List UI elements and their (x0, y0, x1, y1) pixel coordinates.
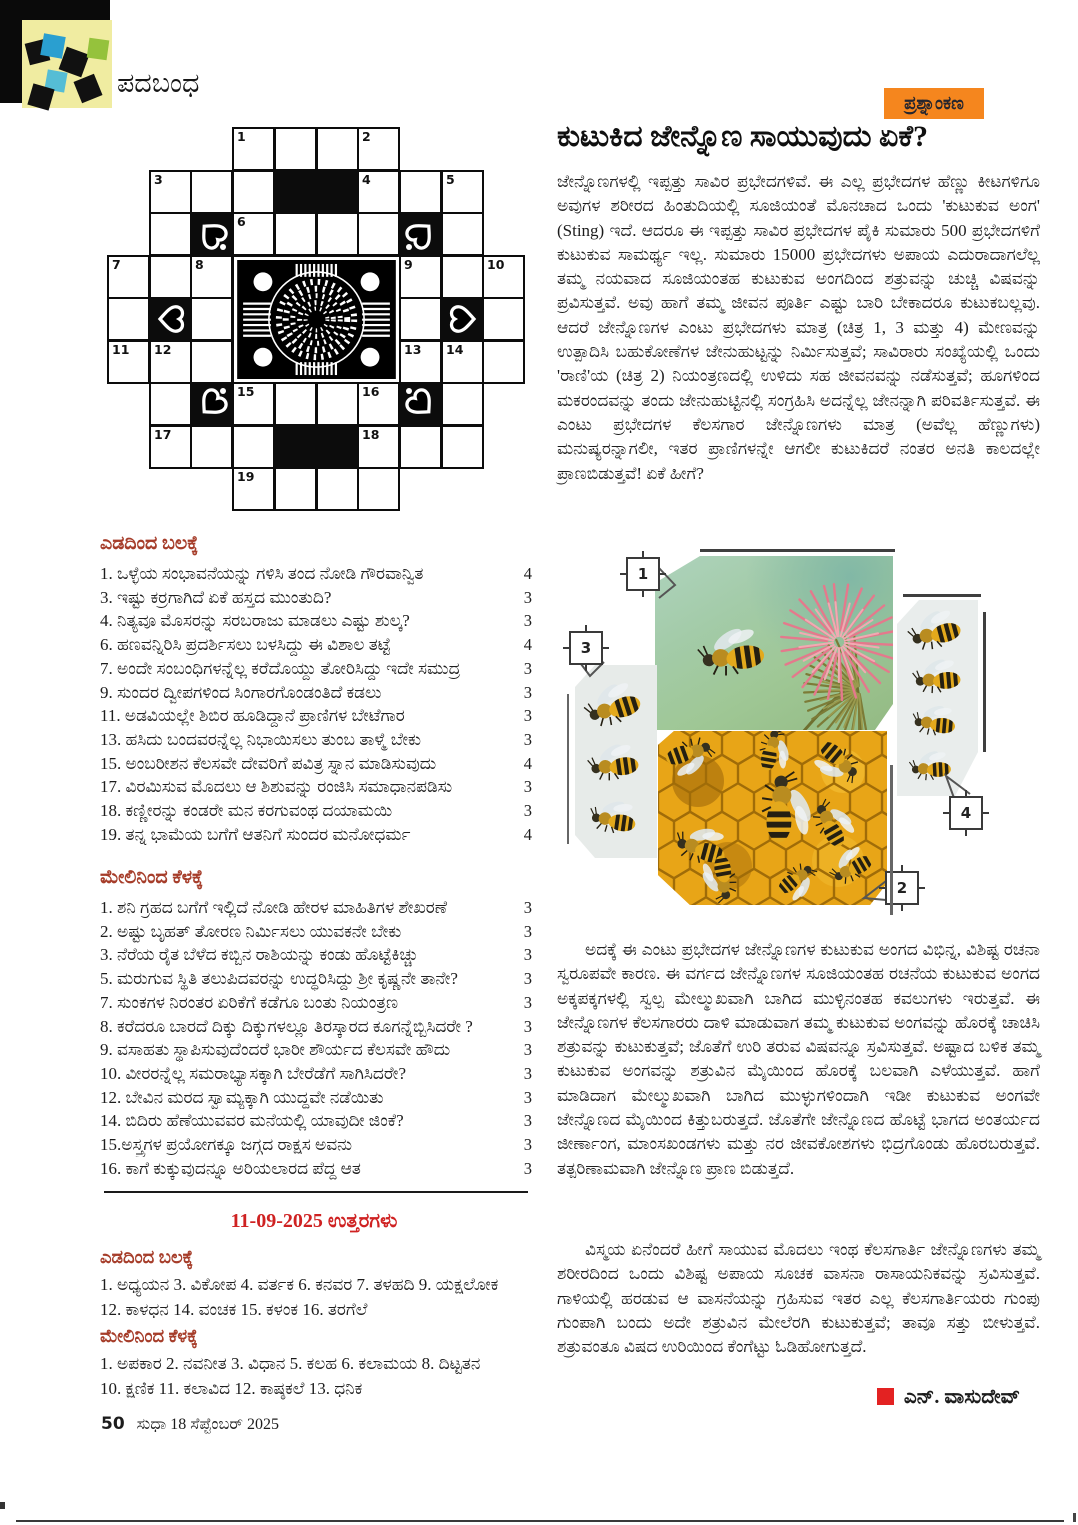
across-clue-10 (100, 775, 532, 799)
answers-down-heading: ಮೇಲಿನಿಂದ ಕೆಳಕ್ಕೆ (100, 1326, 198, 1346)
bee-illustration (900, 601, 969, 658)
clue-letter-count: 3 (523, 611, 532, 631)
crossword-logo (22, 20, 112, 108)
clue-text: 1. ಒಳ್ಳೆಯ ಸಂಭಾವನೆಯನ್ನು ಗಳಿಸಿ ತಂದ ನೋಡಿ ಗೌರವಾನ್ವಿತ (100, 564, 424, 583)
across-clue-6 (100, 681, 532, 705)
down-clue-9 (100, 1086, 532, 1110)
crossword-cell-r2c5[interactable] (316, 212, 359, 256)
crossword-cell-r2c6[interactable] (357, 212, 400, 256)
tick (585, 663, 587, 671)
bee-illustration (906, 747, 956, 784)
across-clue-4 (100, 633, 532, 657)
crossword-cell-r6c6[interactable] (357, 382, 400, 426)
tick (563, 647, 571, 649)
clue-text: 9. ವಸಾಹತು ಸ್ಥಾಪಿಸುವುದೆಂದರೆ ಭಾರೀ ಶೌರ್ಯದ ಕೆಲಸವೇ ಹೌದು (100, 1040, 451, 1060)
cell-number: 12 (154, 342, 172, 357)
down-clue-3 (100, 943, 532, 967)
article-paragraph-2: ಅದಕ್ಕೆ ಈ ಎಂಟು ಪ್ರಭೇದಗಳ ಜೇನ್ನೊಣಗಳ ಕುಟುಕುವ ಅಂಗದ ವಿಭಿನ್ನ, ವಿಶಿಷ್ಟ ರಚನಾ ಸ್ವರೂಪವೇ ಕಾರಣ. ಈ ವರ್ಗದ ಜೇನ್ನೊಣಗಳ ಸೂಜಿಯಂತಹ ರಚನೆಯ ಕುಟುಕುವ ಅಂಗದ ಅಕ್ಕಪಕ್ಕಗಳಲ್ಲಿ ಸ್ವಲ್ಪ ಮೇಲ್ಮುಖವಾಗಿ ಬಾಗಿದ ಮುಳ್ಳಿನಂತಹ ಕವಲುಗಳು ಇರುತ್ತವೆ. ಈ ಜೇನ್ನೊಣಗಳ ಕೆಲಸಗಾರರು ದಾಳಿ ಮಾಡುವಾಗ ತಮ್ಮ ಕುಟುಕುವ ಅಂಗವನ್ನು ಹೊರಕ್ಕೆ ಚಾಚಿಸಿ ಶತ್ರುವನ್ನು ಕುಟುಕುತ್ತವೆ; ಜೊತೆಗೆ ಉರಿ ತರುವ ವಿಷವನ್ನೂ ಸ್ರವಿಸುತ್ತವೆ. ಅಷ್ಟಾದ ಬಳಿಕ ತಮ್ಮ ಕುಟುಕುವ ಅಂಗವನ್ನು ಶತ್ರುವಿನ ಮೈಯಿಂದ ಹೊರಕ್ಕೆ ಬಲವಾಗಿ ಎಳೆಯುತ್ತವೆ. ಹಾಗೆ ಮಾಡಿದಾಗ ಮೇಲ್ಮುಖವಾಗಿ ಬಾಗಿದ ಮುಳ್ಳುಗಳಿಂದಾಗಿ ಇಡೀ ಕುಟುಕುವ ಅಂಗವೇ ಜೇನ್ನೊಣದ ಮೈಯಿಂದ ಕಿತ್ತುಬರುತ್ತದೆ. ಜೊತೆಗೇ ಜೇನ್ನೊಣದ ಹೊಟ್ಟೆ ಭಾಗದ ಅಂತರ್ಯದ ಜೀರ್ಣಾಂಗ, ಮಾಂಸಖಂಡಗಳು ಮತ್ತು ನರ ಜೀವಕೋಶಗಳು ಭಿದ್ರಗೊಂಡು ಹೊರಬರುತ್ತವೆ. ತತ್ಪರಿಣಾಮವಾಗಿ ಜೇನ್ನೊಣ ಪ್ರಾಣ ಬಿಡುತ್ತದೆ. (557, 940, 1040, 1178)
answers-across-line-1: 1. ಅಧ್ಯಯನ 3. ವಿಕೋಪ 4. ವರ್ತಕ 6. ಕನವರ 7. ತಳಹದಿ 9. ಯಕ್ಷಲೋಕ (100, 1275, 499, 1294)
figure-label-4 (949, 796, 983, 830)
crossword-grid (107, 127, 527, 513)
crossword-cell-r6c8[interactable] (441, 382, 484, 426)
clue-letter-count: 3 (523, 969, 532, 989)
clue-text: 19. ತನ್ನ ಭಾಮೆಯ ಬಗೆಗೆ ಆತನಿಗೆ ಸುಂದರ ಮನೋಧರ್ಮ (100, 824, 411, 844)
cell-number: 14 (446, 342, 464, 357)
cell-number: 1 (237, 129, 246, 144)
cell-number: 16 (362, 384, 380, 399)
clue-text: 13. ಹಸಿದು ಬಂದವರನ್ನೆಲ್ಲ ನಿಭಾಯಿಸಲು ತುಂಬ ತಾಳ್ಮೆ ಬೇಕು (100, 729, 422, 749)
crossword-cell-r2c1[interactable] (149, 212, 192, 256)
clue-letter-count: 3 (523, 1063, 532, 1083)
byline (557, 1386, 1020, 1409)
crossword-cell-r1c5[interactable] (316, 170, 359, 214)
bee-species-panel-4 (897, 600, 978, 796)
figure-label-1-text: 1 (637, 565, 649, 583)
tick (879, 887, 887, 889)
crossword-cell-r4c8[interactable] (441, 297, 484, 341)
crossword-cell-r1c3[interactable] (232, 170, 275, 214)
clue-letter-count: 3 (523, 1087, 532, 1107)
crossword-cell-r5c9[interactable] (482, 340, 525, 384)
tick (642, 551, 644, 559)
down-clue-6 (100, 1015, 532, 1039)
crossword-cell-r1c4[interactable] (274, 170, 317, 214)
clue-text: 1. ಶನಿ ಗ್ರಹದ ಬಗೆಗೆ ಇಲ್ಲಿದೆ ನೋಡಿ ಹೇರಳ ಮಾಹಿತಿಗಳ ಶೇಖರಣೆ (100, 898, 448, 917)
accent-line (567, 694, 569, 844)
cell-number: 13 (404, 342, 422, 357)
clue-text: 3. ನೆರೆಯ ರೈತ ಬೆಳೆದ ಕಬ್ಬಿನ ರಾಶಿಯನ್ನು ಕಂಡು ಹೊಟ್ಟೆಕಿಚ್ಚು (100, 945, 419, 965)
cell-number: 2 (362, 129, 371, 144)
issue-info: ಸುಧಾ 18 ಸೆಪ್ಟೆಂಬರ್ 2025 (136, 1416, 279, 1433)
crossword-cell-r1c2[interactable] (190, 170, 233, 214)
crossword-cell-r3c1[interactable] (149, 255, 192, 299)
cell-number: 18 (362, 427, 380, 442)
clue-text: 18. ಕಣ್ಣೀರನ್ನು ಕಂಡರೇ ಮನ ಕರಗುವಂಥ ದಯಾಮಯಿ (100, 801, 393, 821)
cell-number: 7 (112, 257, 121, 272)
figure-label-2-text: 2 (896, 879, 908, 897)
bee-illustration (575, 672, 650, 736)
across-clue-7 (100, 704, 532, 728)
tick (965, 790, 967, 798)
clue-letter-count: 3 (523, 729, 532, 749)
across-clue-list (100, 562, 532, 846)
clue-letter-count: 3 (523, 658, 532, 678)
answers-down-line-2: 10. ಕ್ಷಣಿಕ 11. ಕಲಾವಿದ 12. ಕಾಷ್ಠಕಲೆ 13. ಧನಿಕ (100, 1379, 363, 1398)
clue-letter-count: 3 (523, 1040, 532, 1060)
clue-text: 9. ಸುಂದರ ದ್ವೀಪಗಳಿಂದ ಸಿಂಗಾರಗೊಂಡಂತಿದೆ ಕಡಲು (100, 682, 382, 702)
across-clue-5 (100, 657, 532, 681)
crossword-cell-r1c1[interactable] (149, 170, 192, 214)
crossword-cell-r4c9[interactable] (482, 297, 525, 341)
down-clue-10 (100, 1109, 532, 1133)
down-clue-7 (100, 1038, 532, 1062)
crossword-cell-r0c3[interactable] (232, 127, 275, 171)
across-clue-2 (100, 586, 532, 610)
tick (901, 865, 903, 873)
clue-letter-count: 3 (523, 1135, 532, 1155)
heart-icon (191, 213, 232, 254)
clue-letter-count: 3 (523, 1111, 532, 1131)
crossword-cell-r7c7[interactable] (399, 425, 442, 469)
cell-number: 5 (446, 172, 455, 187)
logo-chip-blue (40, 33, 65, 58)
clue-letter-count: 3 (523, 945, 532, 965)
logo-chip-green (87, 38, 110, 61)
crossword-cell-r7c5[interactable] (316, 425, 359, 469)
crossword-cell-r1c8[interactable] (441, 170, 484, 214)
accent-line (890, 765, 893, 915)
figure-label-4-text: 4 (960, 804, 972, 822)
across-clue-3 (100, 609, 532, 633)
divider-line (104, 1191, 528, 1193)
crossword-cell-r3c2[interactable] (190, 255, 233, 299)
clue-letter-count: 3 (523, 682, 532, 702)
accent-line (983, 612, 986, 752)
page-number: 50 (101, 1414, 125, 1434)
crossword-cell-r4c0[interactable] (107, 297, 150, 341)
crossword-cell-r6c4[interactable] (274, 382, 317, 426)
cell-number: 11 (112, 342, 130, 357)
crossword-cell-r4c1[interactable] (149, 297, 192, 341)
crossword-cell-r7c1[interactable] (149, 425, 192, 469)
crossword-cell-r8c5[interactable] (316, 467, 359, 511)
answers-title: 11-09-2025 ಉತ್ತರಗಳು (230, 1210, 398, 1232)
crossword-cell-r1c7[interactable] (399, 170, 442, 214)
crossword-cell-r0c6[interactable] (357, 127, 400, 171)
section-title: ಪದಬಂಧ (117, 68, 200, 98)
page-footer (101, 1414, 279, 1434)
crossword-cell-r5c0[interactable] (107, 340, 150, 384)
crossword-cell-r5c2[interactable] (190, 340, 233, 384)
clue-text: 5. ಮರುಗುವ ಸ್ಥಿತಿ ತಲುಪಿದವರನ್ನು ಉದ್ಧರಿಸಿದ್ದು ಶ್ರೀ ಕೃಷ್ಣನೇ ತಾನೇ? (100, 969, 458, 989)
honeycomb-photo (658, 731, 887, 905)
crossword-cell-r8c3[interactable] (232, 467, 275, 511)
across-clue-11 (100, 799, 532, 823)
figure-label-1 (626, 557, 660, 591)
crossword-cell-r5c8[interactable] (441, 340, 484, 384)
figure-label-3 (569, 631, 603, 665)
tick (943, 812, 951, 814)
clue-text: 6. ಹಣವನ್ನಿರಿಸಿ ಪ್ರದರ್ಶಿಸಲು ಬಳಸಿದ್ದು ಈ ವಿಶಾಲ ತಟ್ಟೆ (100, 635, 391, 655)
crossword-cell-r6c5[interactable] (316, 382, 359, 426)
crossword-cell-r3c9[interactable] (482, 255, 525, 299)
logo-chip-black-3 (73, 74, 102, 104)
crossword-cell-r6c3[interactable] (232, 382, 275, 426)
byline-author: ಎನ್. ವಾಸುದೇವ್ (903, 1386, 1020, 1408)
crossword-cell-r2c7[interactable] (399, 212, 442, 256)
clue-text: 15. ಅಂಬರೀಶನ ಕೆಲಸವೇ ದೇವರಿಗೆ ಪವಿತ್ರ ಸ್ನಾನ ಮಾಡಿಸುವುದು (100, 753, 437, 773)
tick (642, 589, 644, 597)
clue-letter-count: 3 (523, 777, 532, 797)
down-clue-2 (100, 920, 532, 944)
clue-letter-count: 3 (523, 1158, 532, 1178)
crossword-center-ornament (232, 255, 401, 384)
crossword-cell-r2c2[interactable] (190, 212, 233, 256)
clue-letter-count: 3 (523, 898, 532, 917)
down-clue-list (100, 896, 532, 1180)
crossword-cell-r7c4[interactable] (274, 425, 317, 469)
crossword-cell-r2c8[interactable] (441, 212, 484, 256)
crossword-cell-r6c7[interactable] (399, 382, 442, 426)
heart-dot (406, 244, 412, 250)
cell-number: 15 (237, 384, 255, 399)
clue-letter-count: 3 (523, 706, 532, 726)
crossword-cell-r6c2[interactable] (190, 382, 233, 426)
crossword-cell-r0c5[interactable] (316, 127, 359, 171)
clue-letter-count: 4 (523, 635, 532, 655)
crossword-cell-r6c1[interactable] (149, 382, 192, 426)
bee-illustration (908, 654, 966, 698)
tick (917, 887, 925, 889)
clue-letter-count: 4 (523, 824, 532, 844)
crossword-cell-r4c2[interactable] (190, 297, 233, 341)
clue-text: 17. ವಿರಮಿಸುವ ಮೊದಲು ಆ ಶಿಶುವನ್ನು ರಂಜಿಸಿ ಸಮಾಧಾನಪಡಿಸು (100, 777, 453, 797)
logo-chip-black-4 (27, 83, 54, 110)
crossword-cell-r5c7[interactable] (399, 340, 442, 384)
down-clue-12 (100, 1157, 532, 1181)
tick (601, 647, 609, 649)
clue-text: 7. ಸುಂಕಗಳ ನಿರಂತರ ಏರಿಕೆಗೆ ಕಡೆಗೂ ಬಂತು ನಿಯಂತ್ರಣ (100, 992, 399, 1012)
clue-text: 12. ಬೇವಿನ ಮರದ ಸ್ವಾಮ್ಯಕ್ಕಾಗಿ ಯುದ್ಧವೇ ನಡೆಯಿತು (100, 1087, 384, 1107)
accent-line (700, 549, 895, 552)
answers-across-heading: ಎಡದಿಂದ ಬಲಕ್ಕೆ (100, 1247, 194, 1267)
clue-text: 10. ವೀರರನ್ನೆಲ್ಲ ಸಮರಾಭ್ಯಾಸಕ್ಕಾಗಿ ಬೇರೆಡೆಗೆ ಸಾಗಿಸಿದರೇ? (100, 1063, 406, 1083)
clue-letter-count: 4 (523, 564, 532, 583)
bee-on-flower-photo (655, 556, 893, 730)
cell-number: 9 (404, 257, 413, 272)
article-paragraph-3: ವಿಸ್ಮಯ ಏನೆಂದರೆ ಹೀಗೆ ಸಾಯುವ ಮೊದಲು ಇಂಥ ಕೆಲಸಗಾರ್ತಿ ಜೇನ್ನೊಣಗಳು ತಮ್ಮ ಶರೀರದಿಂದ ಒಂದು ವಿಶಿಷ್ಟ ಅಪಾಯ ಸೂಚಕ ವಾಸನಾ ರಾಸಾಯನಿಕವನ್ನು ಸ್ರವಿಸುತ್ತವೆ. ಗಾಳಿಯಲ್ಲಿ ಹರಡುವ ಆ ವಾಸನೆಯನ್ನು ಗ್ರಹಿಸುವ ಇತರ ಎಲ್ಲ ಕೆಲಸಗಾರ್ತಿಯರು ಗುಂಪು ಗುಂಪಾಗಿ ಬಂದು ಅದೇ ಶತ್ರುವಿನ ಮೇಲೆರಗಿ ಕುಟುಕುತ್ತವೆ; ತಾವೂ ಸತ್ತು ಬೀಳುತ್ತವೆ. ಶತ್ರುವಂತೂ ವಿಷದ ಉರಿಯಿಂದ ಕೆಂಗೆಟ್ಟು ಓಡಿಹೋಗುತ್ತದೆ. (557, 1240, 1040, 1357)
across-clue-8 (100, 728, 532, 752)
clue-text: 8. ಕರೆದರೂ ಬಾರದೆ ದಿಕ್ಕು ದಿಕ್ಕುಗಳಲ್ಲೂ ತಿರಸ್ಕಾರದ ಕೂಗನ್ನೆಬ್ಬಿಸಿದರೇ ? (100, 1016, 473, 1036)
clue-letter-count: 3 (523, 587, 532, 607)
heart-icon (449, 304, 477, 334)
bee-species-panel-3 (575, 665, 657, 858)
crossword-cell-r2c3[interactable] (232, 212, 275, 256)
figure-label-3-text: 3 (580, 639, 592, 657)
column-badge: ಪ್ರಶ್ನಾಂಕಣ (884, 88, 984, 119)
cell-number: 19 (237, 469, 255, 484)
down-heading: ಮೇಲಿನಿಂದ ಕೆಳಕ್ಕೆ (100, 867, 204, 888)
article-title: ಕುಟುಕಿದ ಜೇನ್ನೊಣ ಸಾಯುವುದು ಏಕೆ? (557, 120, 929, 153)
print-mark (0, 1502, 5, 1509)
cell-number: 6 (237, 214, 246, 229)
bee-illustration (585, 793, 644, 839)
clue-letter-count: 3 (523, 1016, 532, 1036)
clue-letter-count: 3 (523, 992, 532, 1012)
tick (658, 573, 666, 575)
answers-down-line-1: 1. ಅಪಕಾರ 2. ನವನೀತ 3. ವಿಧಾನ 5. ಕಲಹ 6. ಕಲಾಮಯ 8. ದಿಟ್ಟತನ (100, 1354, 481, 1373)
crossword-cell-r3c7[interactable] (399, 255, 442, 299)
clue-letter-count: 3 (523, 801, 532, 821)
cell-number: 8 (195, 257, 204, 272)
across-heading: ಎಡದಿಂದ ಬಲಕ್ಕೆ (100, 533, 199, 554)
clue-text: 16. ಕಾಗೆ ಕುಕ್ಕುವುದನ್ನೂ ಅರಿಯಲಾರದ ಪೆದ್ದ ಆತ (100, 1158, 361, 1178)
crossword-cell-r1c6[interactable] (357, 170, 400, 214)
tick (981, 812, 989, 814)
bee-illustration (909, 700, 962, 740)
down-clue-1 (100, 896, 532, 920)
clue-text: 15.ಅಸ್ತ್ರಗಳ ಪ್ರಯೋಗಕ್ಕೂ ಜಗ್ಗದ ರಾಕ್ಷಸ ಅವನು (100, 1135, 352, 1155)
cell-number: 3 (154, 172, 163, 187)
down-clue-4 (100, 967, 532, 991)
tick (965, 828, 967, 836)
clue-text: 2. ಅಷ್ಟು ಬೃಹತ್ ತೋರಣ ನಿರ್ಮಿಸಲು ಯುವಕನೇ ಬೇಕು (100, 921, 402, 941)
heart-icon (157, 304, 185, 334)
crossword-cell-r4c7[interactable] (399, 297, 442, 341)
crossword-cell-r2c4[interactable] (274, 212, 317, 256)
accent-line (903, 594, 981, 597)
byline-red-square (877, 1388, 894, 1405)
down-clue-5 (100, 991, 532, 1015)
across-clue-12 (100, 823, 532, 847)
clue-text: 7. ಅಂದೇ ಸಂಬಂಧಿಗಳನ್ನೆಲ್ಲ ಕರೆದೊಯ್ದು ತೋರಿಸಿದ್ದು ಇದೇ ಸಮುದ್ರ (100, 658, 461, 678)
crossword-cell-r5c1[interactable] (149, 340, 192, 384)
cell-number: 4 (362, 172, 371, 187)
clue-text: 4. ನಿತ್ಯವೂ ಮೊಸರನ್ನು ಸರಬರಾಜು ಮಾಡಲು ಎಷ್ಟು ಶುಲ್ಕ? (100, 611, 410, 631)
crossword-cell-r7c2[interactable] (190, 425, 233, 469)
answers-across-line-2: 12. ಕಾಳಧನ 14. ವಂಚಕ 15. ಕಳಂಕ 16. ತರಗೆಲೆ (100, 1300, 368, 1319)
heart-dot (220, 244, 226, 250)
across-clue-9 (100, 752, 532, 776)
tick (901, 903, 903, 911)
down-clue-8 (100, 1062, 532, 1086)
crossword-cell-r7c6[interactable] (357, 425, 400, 469)
crossword-cell-r7c8[interactable] (441, 425, 484, 469)
bee-illustration (582, 737, 645, 786)
across-clue-1 (100, 562, 532, 586)
crossword-cell-r3c8[interactable] (441, 255, 484, 299)
tick (620, 573, 628, 575)
crossword-cell-r0c4[interactable] (274, 127, 317, 171)
heart-dot (220, 388, 226, 394)
tick (585, 625, 587, 633)
clue-letter-count: 3 (523, 921, 532, 941)
crossword-cell-r7c3[interactable] (232, 425, 275, 469)
bottom-rule (16, 1520, 1064, 1522)
clue-text: 11. ಅಡವಿಯಲ್ಲೇ ಶಿಬಿರ ಹೂಡಿದ್ದಾನೆ ಪ್ರಾಣಿಗಳ ಬೇಟೆಗಾರ (100, 706, 405, 726)
clue-text: 14. ಬಿದಿರು ಹೆಣೆಯುವವರ ಮನೆಯಲ್ಲಿ ಯಾವುದೀ ಜಿಂಕೆ? (100, 1111, 404, 1131)
article-paragraph-1: ಜೇನ್ನೊಣಗಳಲ್ಲಿ ಇಪ್ಪತ್ತು ಸಾವಿರ ಪ್ರಭೇದಗಳಿವೆ. ಈ ಎಲ್ಲ ಪ್ರಭೇದಗಳ ಹೆಣ್ಣು ಕೀಟಗಳಿಗೂ ಅವುಗಳ ಶರೀರದ ಹಿಂತುದಿಯಲ್ಲಿ ಸೂಜಿಯಂತೆ ಮೊನಚಾದ ಒಂದು 'ಕುಟುಕುವ ಅಂಗ' (Sting) ಇದೆ. ಆದರೂ ಈ ಇಪ್ಪತ್ತು ಸಾವಿರ ಪ್ರಭೇದಗಳ ಪೈಕಿ ಸುಮಾರು 500 ಪ್ರಭೇದಗಳಿಗೆ ಕುಟುಕುವ ಸಾಮರ್ಥ್ಯ ಇಲ್ಲ. ಸುಮಾರು 15000 ಪ್ರಭೇದಗಳು ಅಪಾಯ ಎದುರಾದಾಗಲೆಲ್ಲ ತಮ್ಮ ನಯವಾದ ಸೂಜಿಯಂತಹ ಕುಟುಕುವ ಅಂಗದಿಂದ ಶತ್ರುವನ್ನು ಚುಚ್ಚಿ ವಿಷವನ್ನು ಪ್ರವಿಸುತ್ತವೆ. ಅವು ಹಾಗೆ ತಮ್ಮ ಜೀವನ ಪೂರ್ತಿ ಎಷ್ಟು ಬಾರಿ ಬೇಕಾದರೂ ಕುಟುಕಬಲ್ಲವು. ಆದರೆ ಜೇನ್ನೊಣಗಳ ಎಂಟು ಪ್ರಭೇದಗಳು ಮಾತ್ರ (ಚಿತ್ರ 1, 3 ಮತ್ತು 4) ಮೇಣವನ್ನು ಉತ್ಪಾದಿಸಿ ಬಹುಕೋಣೆಗಳ ಜೇನುಹುಟ್ಟನ್ನು ನಿರ್ಮಿಸುತ್ತವೆ; ಸಾವಿರಾರು ಸಂಖ್ಯೆಯಲ್ಲಿ ಒಂದು 'ರಾಣಿ'ಯ (ಚಿತ್ರ 2) ನಿಯಂತ್ರಣದಲ್ಲಿ ಉಳಿದು ಸಹ ಜೀವನವನ್ನು ನಡೆಸುತ್ತವೆ; ಹೂಗಳಿಂದ ಮಕರಂದವನ್ನು ತಂದು ಜೇನುಹುಟ್ಟಿನಲ್ಲಿ ಸಂಗ್ರಹಿಸಿ ಅದನ್ನೆಲ್ಲ ಜೇನನ್ನಾಗಿ ಪರಿವರ್ತಿಸುತ್ತವೆ. ಈ ಎಂಟು ಪ್ರಭೇದಗಳ ಕೆಲಸಗಾರ ಜೇನ್ನೊಣಗಳು ಮಾತ್ರ (ಅವೆಲ್ಲ ಹೆಣ್ಣುಗಳು) ಮನುಷ್ಯರನ್ನಾಗಲೀ, ಇತರ ಪ್ರಾಣಿಗಳನ್ನೇ ಆಗಲೀ ಕುಟುಕಿದರೆ ನಂತರ ಅನತಿ ಕಾಲದಲ್ಲೇ ಪ್ರಾಣಬಿಡುತ್ತವೆ! ಏಕೆ ಹೀಗೆ? (557, 172, 1040, 483)
flying-bee (695, 622, 766, 679)
crossword-cell-r8c6[interactable] (357, 467, 400, 511)
cell-number: 10 (487, 257, 505, 272)
clue-text: 3. ಇಷ್ಟು ಕರ್ರಗಾಗಿದೆ ಏಕೆ ಹಸ್ತದ ಮುಂತುದಿ? (100, 587, 332, 607)
crossword-cell-r3c0[interactable] (107, 255, 150, 299)
print-mark-right (1073, 1513, 1076, 1522)
cell-number: 17 (154, 427, 172, 442)
crossword-cell-r8c4[interactable] (274, 467, 317, 511)
down-clue-11 (100, 1133, 532, 1157)
clue-letter-count: 4 (523, 753, 532, 773)
heart-dot (406, 388, 412, 394)
